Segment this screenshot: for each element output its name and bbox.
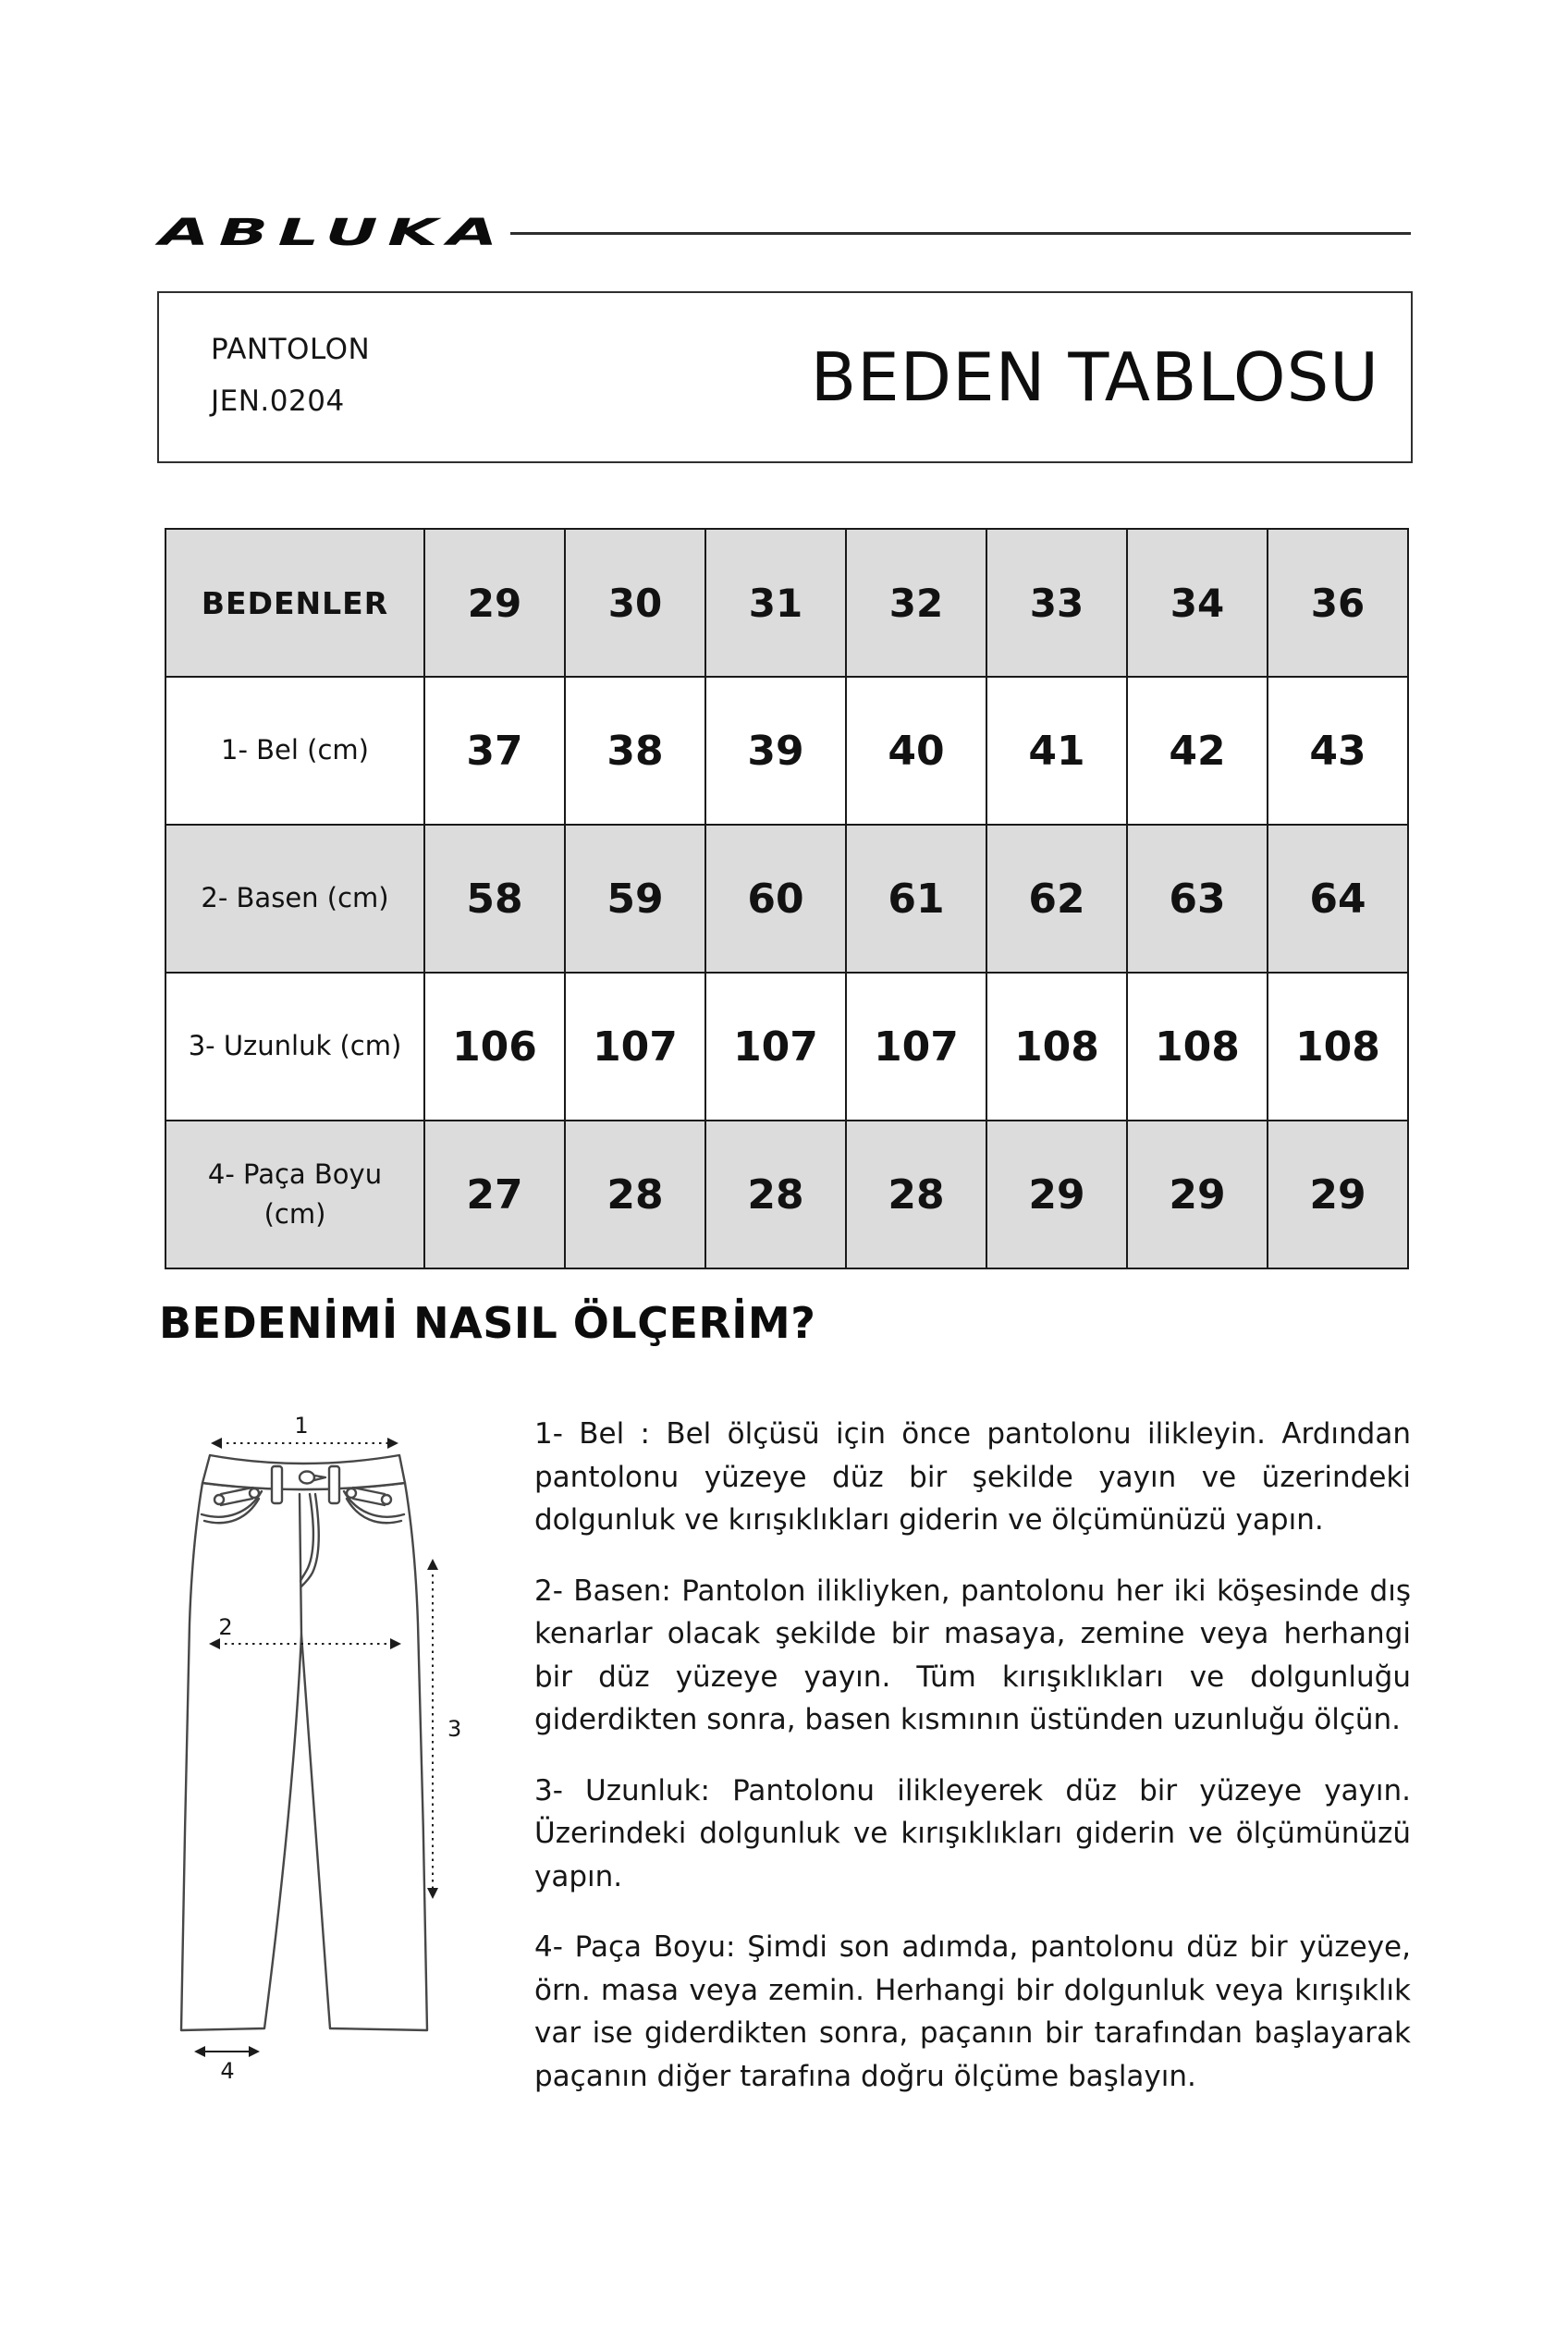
measurement-value: 107	[705, 973, 846, 1121]
measurement-value: 62	[986, 825, 1127, 973]
measurement-value: 38	[565, 677, 705, 825]
measurement-value: 29	[1127, 1121, 1268, 1268]
brand-logo: ABLUKA	[159, 212, 508, 254]
instruction-paca-boyu: 4- Paça Boyu: Şimdi son adımda, pantolonu düz bir yüzeye, örn. masa veya zemin. Herhangi bir dolgunluk veya kırışıklık var ise giderdikten sonra, paçanın bir tarafından başlayarak paçanın diğer tarafına doğru ölçüme başlayın.	[534, 1930, 1411, 2093]
diagram-label-2: 2	[218, 1614, 233, 1640]
measurement-value: 28	[846, 1121, 986, 1268]
size-table-head-row	[165, 529, 1408, 677]
measurement-value: 40	[846, 677, 986, 825]
measurement-value: 63	[1127, 825, 1268, 973]
measurement-value: 29	[986, 1121, 1127, 1268]
measurement-value: 60	[705, 825, 846, 973]
size-table-row	[165, 973, 1408, 1121]
measurement-value: 64	[1268, 825, 1408, 973]
pants-outline	[181, 1455, 427, 2030]
rivet-icon	[382, 1495, 391, 1504]
instruction-uzunluk: 3- Uzunluk: Pantolonu ilikleyerek düz bir yüzeye yayın. Üzerindeki dolgunluk ve kırışıklıkları giderin ve ölçümünüzü yapın.	[534, 1773, 1411, 1893]
size-table-row	[165, 677, 1408, 825]
size-table	[165, 528, 1409, 1269]
brand-logo-wrap	[159, 207, 508, 259]
size-table-header-size: 32	[846, 529, 986, 677]
measurement-value: 28	[565, 1121, 705, 1268]
size-table-body	[165, 677, 1408, 1268]
diagram-label-3: 3	[447, 1716, 462, 1742]
measurement-value: 107	[846, 973, 986, 1121]
size-table-row	[165, 1121, 1408, 1268]
diagram-label-1: 1	[294, 1413, 309, 1439]
measurement-value: 39	[705, 677, 846, 825]
size-chart-title: BEDEN TABLOSU	[810, 338, 1379, 416]
instruction-bel: 1- Bel : Bel ölçüsü için önce pantolonu ilikleyin. Ardından pantolonu yüzeye düz bir şekilde yayın ve üzerindeki dolgunluk ve kırışıklıkları giderin ve ölçümünüzü yapın.	[534, 1417, 1411, 1537]
measurement-value: 27	[424, 1121, 565, 1268]
measurement-value: 108	[1268, 973, 1408, 1121]
measurement-value: 108	[986, 973, 1127, 1121]
instruction-basen: 2- Basen: Pantolon ilikliyken, pantolonu her iki köşesinde dış kenarlar olacak şekilde bir masaya, zemine veya herhangi bir düz yüzeye yayın. Tüm kırışıklıkları ve dolgunluğu giderdikten sonra, basen kısmının üstünden uzunluğu ölçün.	[534, 1574, 1411, 1736]
belt-loop-right	[329, 1466, 339, 1503]
measurement-value: 61	[846, 825, 986, 973]
measurement-value: 37	[424, 677, 565, 825]
header-divider-line	[510, 232, 1411, 235]
size-table-header-size: 29	[424, 529, 565, 677]
diagram-label-4: 4	[220, 2058, 235, 2084]
measurement-value: 43	[1268, 677, 1408, 825]
pants-body	[181, 1483, 427, 2030]
rivet-icon	[214, 1495, 224, 1504]
measurement-value: 29	[1268, 1121, 1408, 1268]
measurement-value: 106	[424, 973, 565, 1121]
measurement-value: 108	[1127, 973, 1268, 1121]
measure-section-heading: BEDENİMİ NASIL ÖLÇERİM?	[159, 1298, 816, 1348]
measurement-value: 41	[986, 677, 1127, 825]
brand-header	[159, 207, 1411, 259]
size-table-header-size: 33	[986, 529, 1127, 677]
size-table-row	[165, 825, 1408, 973]
measurement-value: 58	[424, 825, 565, 973]
rivet-icon	[250, 1488, 259, 1498]
measurement-value: 42	[1127, 677, 1268, 825]
product-id-block	[211, 334, 370, 418]
size-table-header-size: 34	[1127, 529, 1268, 677]
measurement-label: 2- Basen (cm)	[165, 825, 424, 973]
belt-loop-left	[272, 1466, 282, 1503]
measurement-label: 1- Bel (cm)	[165, 677, 424, 825]
product-type: PANTOLON	[211, 333, 371, 366]
rivet-icon	[347, 1488, 356, 1498]
size-table-header-size: 36	[1268, 529, 1408, 677]
measurement-value: 59	[565, 825, 705, 973]
product-info-box	[157, 291, 1413, 463]
size-table-header-size: 31	[705, 529, 846, 677]
measure-instructions	[534, 1413, 1411, 2125]
product-code: JEN.0204	[211, 384, 345, 418]
measurement-value: 28	[705, 1121, 846, 1268]
size-table-header-label: BEDENLER	[165, 529, 424, 677]
pants-measurement-diagram	[148, 1402, 518, 2086]
measurement-value: 107	[565, 973, 705, 1121]
size-table-header-size: 30	[565, 529, 705, 677]
measurement-label: 3- Uzunluk (cm)	[165, 973, 424, 1121]
measurement-label: 4- Paça Boyu (cm)	[165, 1121, 424, 1268]
